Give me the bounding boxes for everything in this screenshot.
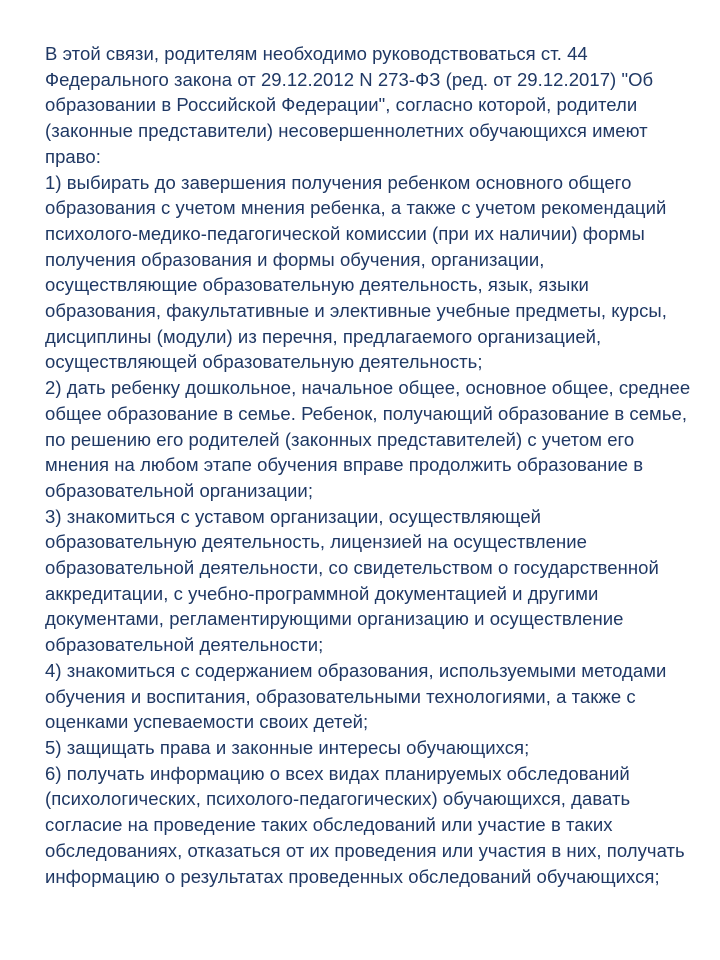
intro-paragraph: В этой связи, родителям необходимо руководствоваться ст. 44 Федерального закона от 29.12.2012 N 273-ФЗ (ред. от 29.12.2017) "Об образовании в Российской Федерации", согласно которой, родители (законные представители) несовершеннолетних обучающихся имеют право:	[45, 43, 654, 167]
list-item-4: 4) знакомиться с содержанием образования, используемыми методами обучения и воспитания, образовательными технологиями, а также с оценками успеваемости своих детей;	[45, 659, 667, 733]
list-item-5: 5) защищать права и законные интересы обучающихся;	[45, 736, 530, 758]
body-text	[45, 41, 695, 889]
list-item-3: 3) знакомиться с уставом организации, осуществляющей образовательную деятельность, лицензией на осуществление образовательной деятельности, со свидетельством о государственной аккредитации, с учебно-программной документацией и другими документами, регламентирующими организацию и осуществление образовательной деятельности;	[45, 505, 659, 656]
list-item-2: 2) дать ребенку дошкольное, начальное общее, основное общее, среднее общее образование в семье. Ребенок, получающий образование в семье, по решению его родителей (законных представителей) с учетом его мнения на любом этапе обучения вправе продолжить образование в образовательной организации;	[45, 377, 691, 501]
list-item-6: 6) получать информацию о всех видах планируемых обследований (психологических, психолого-педагогических) обучающихся, давать согласие на проведение таких обследований или участие в таких обследованиях, отказаться от их проведения или участия в них, получать информацию о результатах проведенных обследований обучающихся;	[45, 762, 685, 887]
list-item-1: 1) выбирать до завершения получения ребенком основного общего образования с учетом мнения ребенка, а также с учетом рекомендаций психолого-медико-педагогической комиссии (при их наличии) формы получения образования и формы обучения, организации, осуществляющие образовательную деятельность, язык, языки образования, факультативные и элективные учебные предметы, курсы, дисциплины (модули) из перечня, предлагаемого организацией, осуществляющей образовательную деятельность;	[45, 171, 667, 373]
